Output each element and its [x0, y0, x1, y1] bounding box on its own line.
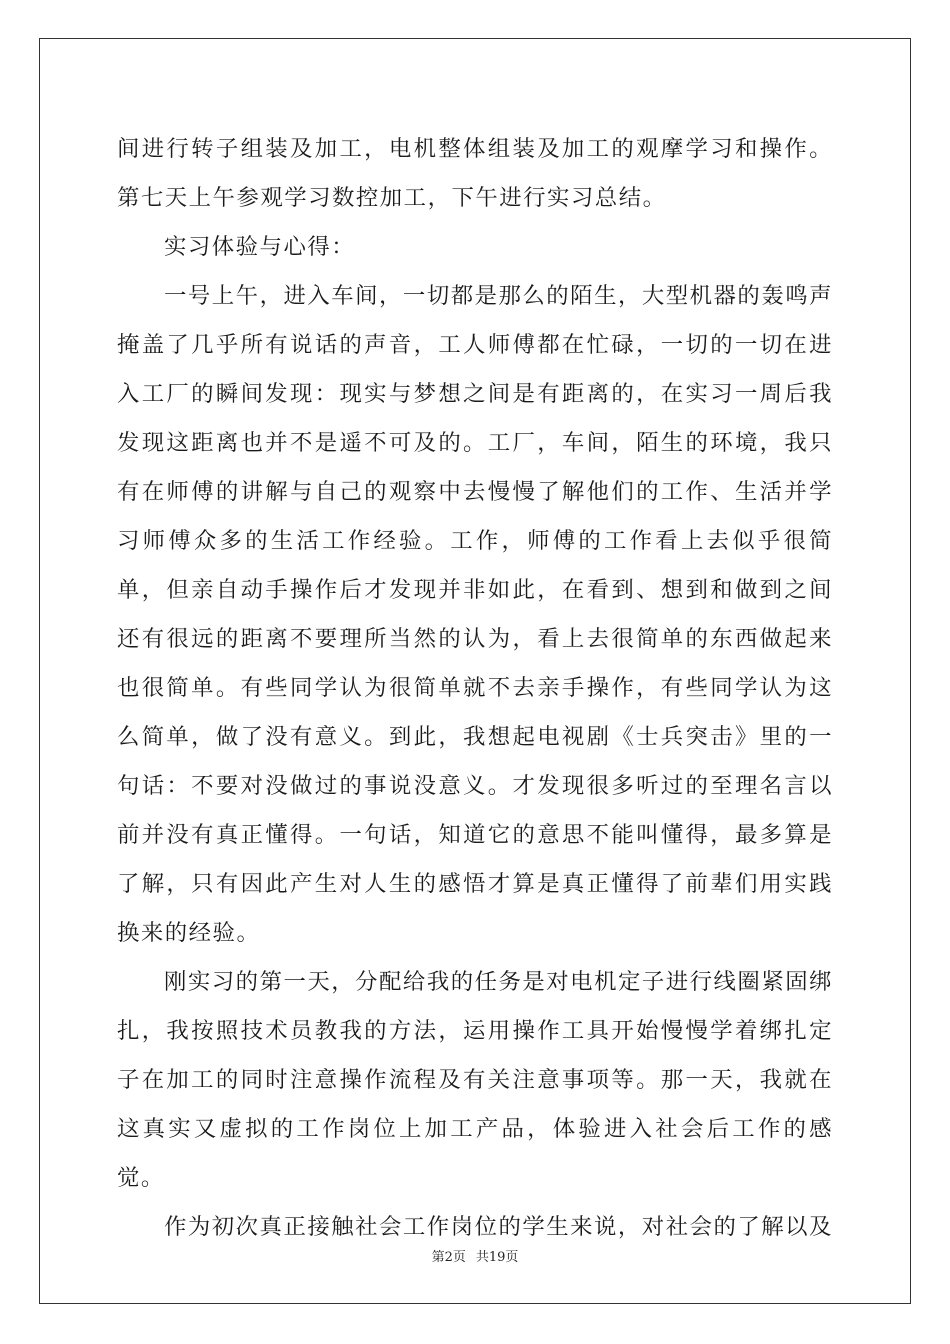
paragraph-4: 刚实习的第一天，分配给我的任务是对电机定子进行线圈紧固绑扎，我按照技术员教我的方法，运用操作工具开始慢慢学着绑扎定子在加工的同时注意操作流程及有关注意事项等。那一天，我就在这真实又虚拟的工作岗位上加工产品，体验进入社会后工作的感觉。	[117, 969, 833, 1191]
page-number: 第2页	[431, 1250, 466, 1265]
paragraph-5: 作为初次真正接触社会工作岗位的学生来说，对社会的了解以及	[164, 1214, 833, 1240]
paragraph-1: 间进行转子组装及加工，电机整体组装及加工的观摩学习和操作。第七天上午参观学习数控加工，下午进行实习总结。	[117, 136, 833, 211]
document-body	[117, 125, 833, 1252]
page-footer	[0, 1246, 950, 1265]
paragraph-2-heading: 实习体验与心得：	[164, 234, 356, 260]
total-pages: 共19页	[475, 1250, 519, 1265]
paragraph-3: 一号上午，进入车间，一切都是那么的陌生，大型机器的轰鸣声掩盖了几乎所有说话的声音，工人师傅都在忙碌，一切的一切在进入工厂的瞬间发现：现实与梦想之间是有距离的，在实习一周后我发现这距离也并不是遥不可及的。工厂，车间，陌生的环境，我只有在师傅的讲解与自己的观察中去慢慢了解他们的工作、生活并学习师傅众多的生活工作经验。工作，师傅的工作看上去似乎很简单，但亲自动手操作后才发现并非如此，在看到、想到和做到之间还有很远的距离不要理所当然的认为，看上去很简单的东西做起来也很简单。有些同学认为很简单就不去亲手操作，有些同学认为这么简单，做了没有意义。到此，我想起电视剧《士兵突击》里的一句话：不要对没做过的事说没意义。才发现很多听过的至理名言以前并没有真正懂得。一句话，知道它的意思不能叫懂得，最多算是了解，只有因此产生对人生的感悟才算是真正懂得了前辈们用实践换来的经验。	[117, 283, 833, 946]
